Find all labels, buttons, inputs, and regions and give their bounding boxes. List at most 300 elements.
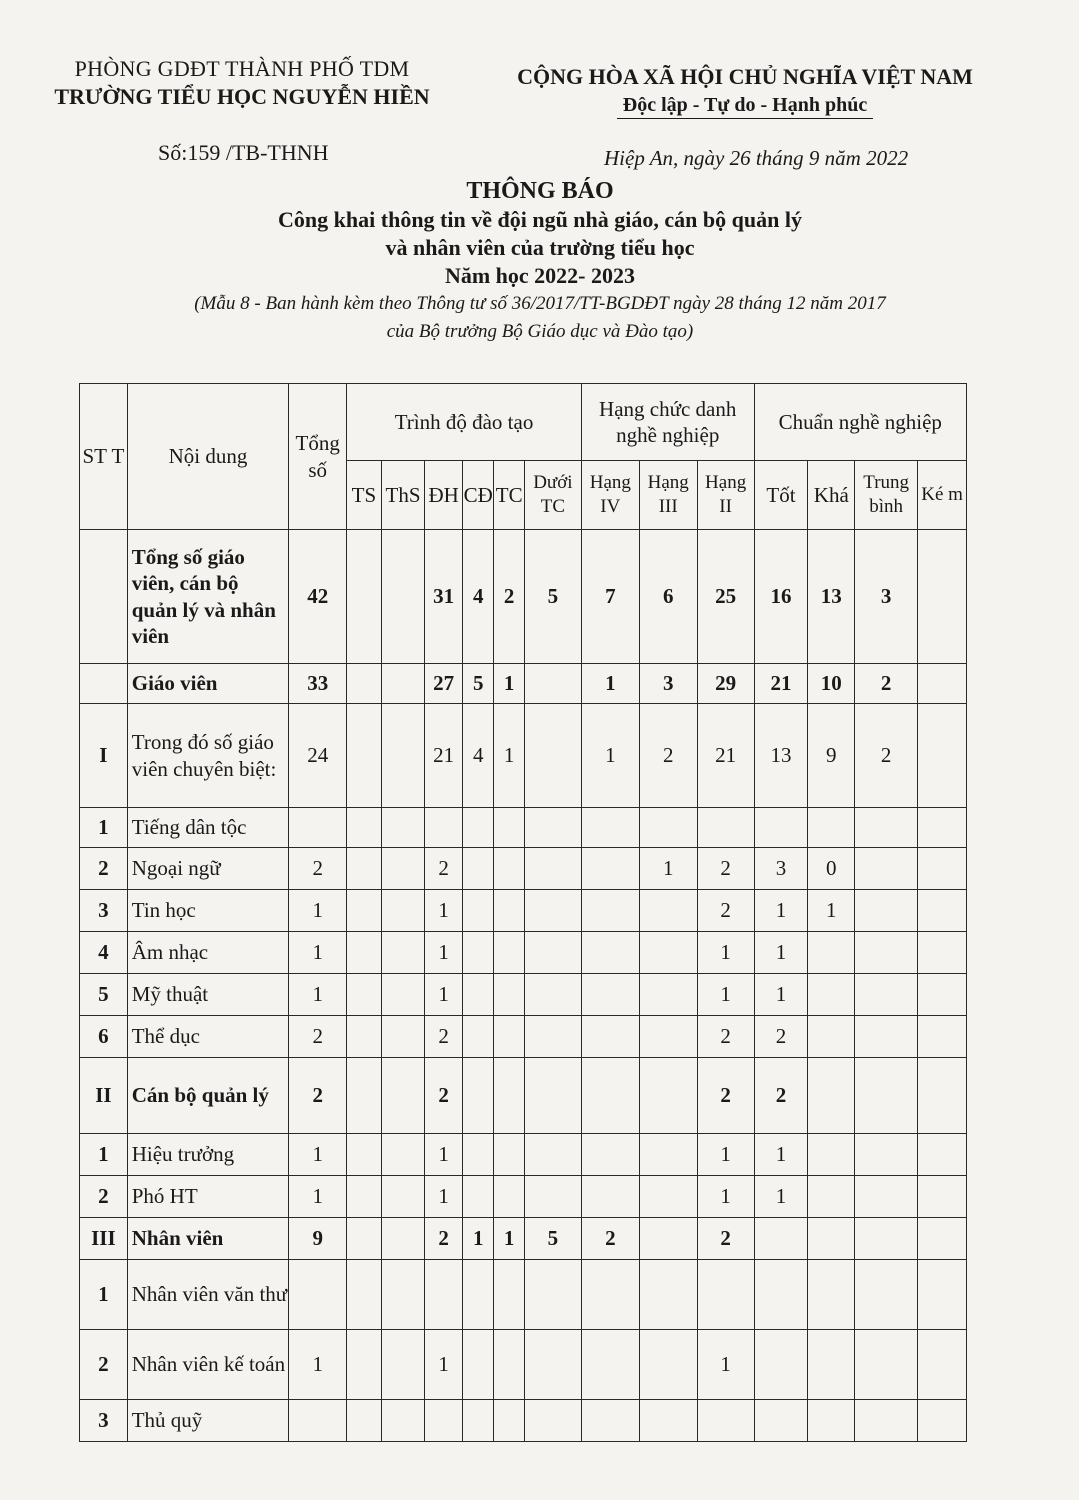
row-value (347, 1218, 382, 1260)
row-value: 21 (425, 704, 463, 808)
header-dh: ĐH (425, 461, 463, 530)
row-value: 1 (754, 1134, 808, 1176)
row-value (855, 1134, 918, 1176)
national-motto: Độc lập - Tự do - Hạnh phúc (617, 94, 873, 119)
row-value: 1 (808, 890, 855, 932)
header-kem: Ké m (918, 461, 967, 530)
row-label: Ngoại ngữ (127, 848, 289, 890)
row-value (754, 808, 808, 848)
row-value (494, 808, 524, 848)
row-value (581, 1400, 639, 1442)
row-value (581, 1016, 639, 1058)
row-value (462, 1176, 493, 1218)
row-label: Thủ quỹ (127, 1400, 289, 1442)
issuer-block (22, 56, 462, 110)
row-value (347, 1134, 382, 1176)
row-value (381, 664, 425, 704)
row-label: Thể dục (127, 1016, 289, 1058)
row-value: 1 (581, 704, 639, 808)
row-value (347, 808, 382, 848)
table-row (80, 1176, 967, 1218)
row-value (754, 1330, 808, 1400)
row-value (918, 1330, 967, 1400)
row-value: 1 (425, 890, 463, 932)
row-value: 7 (581, 530, 639, 664)
row-stt (80, 530, 128, 664)
row-value (581, 1058, 639, 1134)
row-value (462, 1058, 493, 1134)
row-value (494, 974, 524, 1016)
row-stt: 1 (80, 808, 128, 848)
row-value (347, 932, 382, 974)
header-tc: TC (494, 461, 524, 530)
row-value (381, 1016, 425, 1058)
row-value: 2 (639, 704, 697, 808)
row-value (524, 1058, 581, 1134)
row-value (581, 974, 639, 1016)
row-value: 25 (697, 530, 754, 664)
row-value (639, 1016, 697, 1058)
row-value: 2 (697, 1058, 754, 1134)
row-value (425, 1260, 463, 1330)
row-value (524, 974, 581, 1016)
table-row (80, 704, 967, 808)
row-label: Tổng số giáo viên, cán bộ quản lý và nhân viên (127, 530, 289, 664)
row-value (524, 890, 581, 932)
row-value (918, 1134, 967, 1176)
row-value (524, 1260, 581, 1330)
row-stt: 2 (80, 1330, 128, 1400)
row-value: 2 (289, 848, 347, 890)
row-value (462, 1330, 493, 1400)
row-value (524, 1016, 581, 1058)
title-block (110, 178, 970, 343)
row-value (524, 704, 581, 808)
row-value (494, 848, 524, 890)
row-value: 1 (754, 890, 808, 932)
row-value (754, 1260, 808, 1330)
header-trung-binh: Trung bình (855, 461, 918, 530)
row-value (381, 848, 425, 890)
row-value: 2 (581, 1218, 639, 1260)
row-value (381, 530, 425, 664)
row-value (289, 1260, 347, 1330)
row-value (347, 890, 382, 932)
row-value (462, 1016, 493, 1058)
row-value (808, 1016, 855, 1058)
row-value (697, 1260, 754, 1330)
row-value: 33 (289, 664, 347, 704)
row-value: 1 (425, 1330, 463, 1400)
row-value: 1 (697, 974, 754, 1016)
table-row (80, 664, 967, 704)
row-value: 6 (639, 530, 697, 664)
row-value (918, 664, 967, 704)
row-value (581, 932, 639, 974)
row-value (855, 974, 918, 1016)
row-stt: 4 (80, 932, 128, 974)
row-value (918, 1260, 967, 1330)
document-subject-line2: và nhân viên của trường tiểu học (385, 235, 695, 260)
row-value (855, 890, 918, 932)
row-stt: I (80, 704, 128, 808)
row-value (639, 1400, 697, 1442)
row-value (524, 664, 581, 704)
row-value: 1 (289, 932, 347, 974)
row-value (347, 1330, 382, 1400)
table-row (80, 1260, 967, 1330)
row-value (524, 1176, 581, 1218)
row-value (581, 808, 639, 848)
row-value (462, 974, 493, 1016)
row-value: 21 (697, 704, 754, 808)
header-cd: CĐ (462, 461, 493, 530)
row-value (808, 1134, 855, 1176)
row-stt: III (80, 1218, 128, 1260)
row-value (494, 1260, 524, 1330)
row-value: 1 (425, 974, 463, 1016)
document-date: Hiệp An, ngày 26 tháng 9 năm 2022 (604, 146, 909, 170)
table-row (80, 1330, 967, 1400)
row-value (855, 1218, 918, 1260)
row-value: 10 (808, 664, 855, 704)
row-value (381, 932, 425, 974)
row-value (494, 932, 524, 974)
table-row (80, 1016, 967, 1058)
row-label: Trong đó số giáo viên chuyên biệt: (127, 704, 289, 808)
header-trinh-do: Trình độ đào tạo (347, 384, 582, 461)
row-value (581, 1260, 639, 1330)
row-value: 2 (425, 1016, 463, 1058)
row-value: 21 (754, 664, 808, 704)
row-stt: 6 (80, 1016, 128, 1058)
row-value: 29 (697, 664, 754, 704)
table-row (80, 808, 967, 848)
header-ths: ThS (381, 461, 425, 530)
row-value (918, 1176, 967, 1218)
row-label: Nhân viên kế toán (127, 1330, 289, 1400)
table-row (80, 1400, 967, 1442)
row-value: 4 (462, 704, 493, 808)
row-value: 5 (524, 1218, 581, 1260)
row-value (639, 1330, 697, 1400)
row-value (855, 848, 918, 890)
row-value (524, 932, 581, 974)
row-value: 1 (289, 974, 347, 1016)
row-value: 1 (289, 1176, 347, 1218)
row-value: 9 (289, 1218, 347, 1260)
row-value: 31 (425, 530, 463, 664)
row-value (524, 1134, 581, 1176)
row-value: 13 (754, 704, 808, 808)
row-value (639, 808, 697, 848)
row-value: 2 (289, 1016, 347, 1058)
row-value: 2 (697, 890, 754, 932)
row-label: Cán bộ quản lý (127, 1058, 289, 1134)
header-hang-ii: Hạng II (697, 461, 754, 530)
row-value (289, 808, 347, 848)
row-value (855, 1176, 918, 1218)
row-value (855, 808, 918, 848)
row-value: 2 (855, 664, 918, 704)
header-ts: TS (347, 461, 382, 530)
row-value (381, 1176, 425, 1218)
header-noi-dung: Nội dung (127, 384, 289, 530)
row-value (918, 704, 967, 808)
row-value (808, 1260, 855, 1330)
row-value: 27 (425, 664, 463, 704)
row-value (808, 932, 855, 974)
country-name: CỘNG HÒA XÃ HỘI CHỦ NGHĨA VIỆT NAM (517, 64, 973, 89)
row-value (347, 1176, 382, 1218)
row-value: 1 (697, 932, 754, 974)
row-value (855, 1016, 918, 1058)
header-duoi-tc: Dưới TC (524, 461, 581, 530)
table-row (80, 932, 967, 974)
row-value (381, 1260, 425, 1330)
header-chuan: Chuẩn nghề nghiệp (754, 384, 966, 461)
row-value (494, 1176, 524, 1218)
row-value (639, 1218, 697, 1260)
row-value (581, 848, 639, 890)
table-row (80, 848, 967, 890)
header-stt: ST T (80, 384, 128, 530)
row-value (381, 1330, 425, 1400)
row-value (639, 1058, 697, 1134)
row-value (462, 848, 493, 890)
row-value: 2 (289, 1058, 347, 1134)
row-value (754, 1400, 808, 1442)
row-value (347, 848, 382, 890)
row-value: 1 (754, 932, 808, 974)
row-value (581, 1134, 639, 1176)
row-value (381, 1058, 425, 1134)
row-value (581, 1330, 639, 1400)
row-value (381, 1218, 425, 1260)
row-value (494, 1058, 524, 1134)
header-tong-so: Tổng số (289, 384, 347, 530)
row-value (381, 1134, 425, 1176)
row-value: 1 (289, 1134, 347, 1176)
row-value (425, 808, 463, 848)
row-value (494, 1400, 524, 1442)
row-value: 2 (425, 1058, 463, 1134)
row-value: 1 (462, 1218, 493, 1260)
row-value (347, 704, 382, 808)
row-stt: 5 (80, 974, 128, 1016)
row-value (347, 530, 382, 664)
header-hang-iii: Hạng III (639, 461, 697, 530)
row-value: 2 (425, 848, 463, 890)
row-value (289, 1400, 347, 1442)
row-value: 1 (494, 664, 524, 704)
header-kha: Khá (808, 461, 855, 530)
form-note-line1: (Mẫu 8 - Ban hành kèm theo Thông tư số 36/2017/TT-BGDĐT ngày 28 tháng 12 năm 2017 (194, 293, 886, 314)
row-value (347, 664, 382, 704)
row-value (494, 890, 524, 932)
row-value: 2 (425, 1218, 463, 1260)
row-value: 1 (697, 1330, 754, 1400)
row-value (462, 1260, 493, 1330)
row-value (581, 1176, 639, 1218)
row-value (494, 1134, 524, 1176)
row-value: 1 (289, 890, 347, 932)
row-value (462, 932, 493, 974)
row-value (462, 808, 493, 848)
row-label: Mỹ thuật (127, 974, 289, 1016)
row-value (697, 1400, 754, 1442)
row-value: 1 (754, 974, 808, 1016)
row-label: Âm nhạc (127, 932, 289, 974)
table-row (80, 1058, 967, 1134)
row-value (524, 808, 581, 848)
row-value: 1 (289, 1330, 347, 1400)
school-name: TRƯỜNG TIỂU HỌC NGUYỄN HIỀN (54, 84, 430, 109)
row-value (462, 1400, 493, 1442)
row-stt: 1 (80, 1260, 128, 1330)
row-value (639, 932, 697, 974)
row-value (855, 1400, 918, 1442)
row-value: 1 (494, 1218, 524, 1260)
row-value (639, 1176, 697, 1218)
row-value (855, 1058, 918, 1134)
header-hang: Hạng chức danh nghề nghiệp (581, 384, 754, 461)
row-value (918, 1218, 967, 1260)
document-heading: THÔNG BÁO (466, 178, 614, 204)
row-value (639, 1260, 697, 1330)
document-subject-line1: Công khai thông tin về đội ngũ nhà giáo, cán bộ quản lý (278, 207, 802, 232)
row-value (639, 974, 697, 1016)
row-value (855, 1330, 918, 1400)
row-label: Hiệu trưởng (127, 1134, 289, 1176)
row-label: Tin học (127, 890, 289, 932)
row-value (918, 848, 967, 890)
row-value: 1 (494, 704, 524, 808)
row-value (639, 1134, 697, 1176)
row-value (808, 1176, 855, 1218)
row-label: Giáo viên (127, 664, 289, 704)
row-value (918, 932, 967, 974)
row-value (347, 1260, 382, 1330)
row-value (808, 1400, 855, 1442)
row-stt: II (80, 1058, 128, 1134)
row-value: 24 (289, 704, 347, 808)
table-row (80, 890, 967, 932)
table-row (80, 1134, 967, 1176)
row-value: 2 (754, 1058, 808, 1134)
row-value (697, 808, 754, 848)
row-value (524, 1400, 581, 1442)
row-value (425, 1400, 463, 1442)
row-value: 4 (462, 530, 493, 664)
row-value (808, 1218, 855, 1260)
row-value (808, 808, 855, 848)
row-value (381, 1400, 425, 1442)
row-value: 42 (289, 530, 347, 664)
row-value (918, 808, 967, 848)
row-stt: 2 (80, 848, 128, 890)
row-value: 3 (754, 848, 808, 890)
row-value: 1 (697, 1176, 754, 1218)
row-value: 9 (808, 704, 855, 808)
row-stt: 3 (80, 1400, 128, 1442)
row-stt: 3 (80, 890, 128, 932)
row-value (639, 890, 697, 932)
national-header (480, 64, 1010, 119)
row-stt: 2 (80, 1176, 128, 1218)
row-value: 1 (581, 664, 639, 704)
school-year: Năm học 2022- 2023 (444, 263, 636, 288)
row-value (855, 1260, 918, 1330)
row-value (494, 1016, 524, 1058)
row-value (462, 890, 493, 932)
row-value (808, 1058, 855, 1134)
row-value: 16 (754, 530, 808, 664)
row-value: 2 (494, 530, 524, 664)
row-value (494, 1330, 524, 1400)
row-label: Phó HT (127, 1176, 289, 1218)
header-tot: Tốt (754, 461, 808, 530)
header-hang-iv: Hạng IV (581, 461, 639, 530)
row-value (347, 1400, 382, 1442)
row-label: Tiếng dân tộc (127, 808, 289, 848)
row-stt (80, 664, 128, 704)
row-value (918, 1058, 967, 1134)
row-value (347, 974, 382, 1016)
row-value: 2 (697, 848, 754, 890)
form-note-line2: của Bộ trưởng Bộ Giáo dục và Đào tạo) (386, 321, 694, 342)
row-value: 1 (754, 1176, 808, 1218)
row-value (918, 890, 967, 932)
row-value (462, 1134, 493, 1176)
row-value (524, 1330, 581, 1400)
row-value: 2 (697, 1016, 754, 1058)
table-row (80, 1218, 967, 1260)
row-value: 3 (855, 530, 918, 664)
row-value (855, 932, 918, 974)
row-value (347, 1058, 382, 1134)
row-value (918, 530, 967, 664)
row-value (381, 704, 425, 808)
row-value (524, 848, 581, 890)
row-value: 5 (462, 664, 493, 704)
row-value (754, 1218, 808, 1260)
row-value: 5 (524, 530, 581, 664)
row-value: 1 (425, 1134, 463, 1176)
row-value (381, 890, 425, 932)
row-value: 1 (697, 1134, 754, 1176)
row-value (581, 890, 639, 932)
department-name: PHÒNG GDĐT THÀNH PHỐ TDM (74, 56, 410, 81)
row-value: 2 (754, 1016, 808, 1058)
row-value (918, 1400, 967, 1442)
row-value: 1 (639, 848, 697, 890)
row-value (918, 974, 967, 1016)
row-value: 0 (808, 848, 855, 890)
row-value: 1 (425, 1176, 463, 1218)
row-value (808, 974, 855, 1016)
staff-table (79, 383, 967, 1442)
row-label: Nhân viên (127, 1218, 289, 1260)
row-value (918, 1016, 967, 1058)
table-row (80, 974, 967, 1016)
row-value: 2 (855, 704, 918, 808)
row-value (381, 974, 425, 1016)
document-number: Số:159 /TB-THNH (158, 140, 329, 165)
row-value: 1 (425, 932, 463, 974)
row-value (808, 1330, 855, 1400)
row-label: Nhân viên văn thư (127, 1260, 289, 1330)
